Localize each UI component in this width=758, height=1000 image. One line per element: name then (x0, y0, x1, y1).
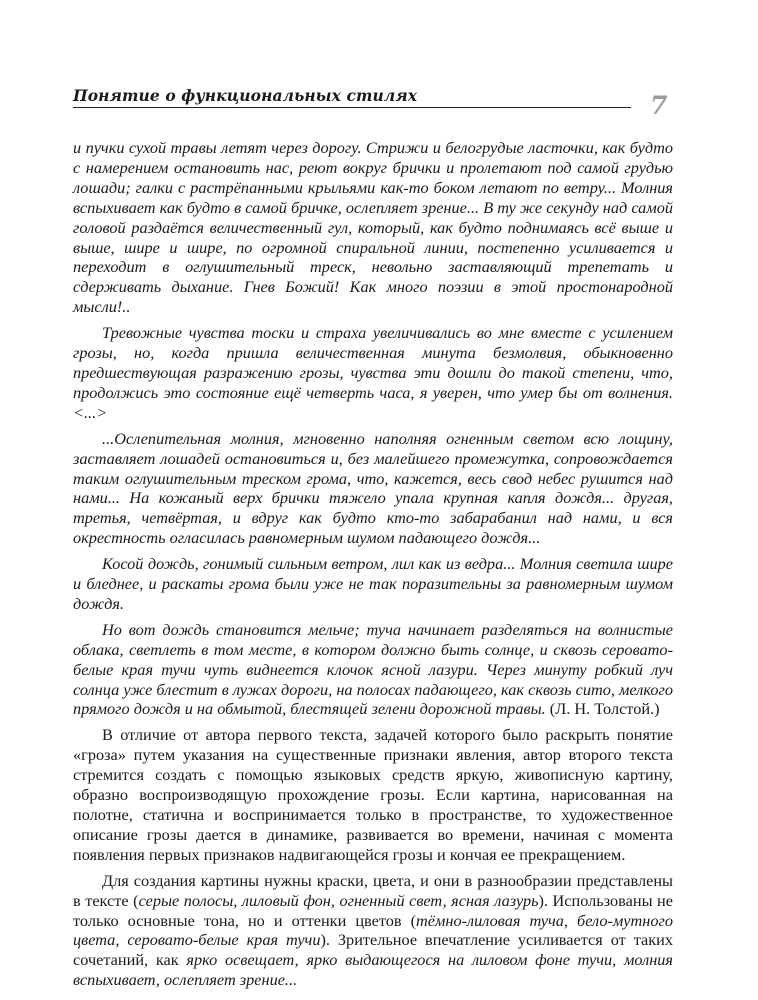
commentary-paragraph-1: В отличие от автора первого текста, задачей которого было раскрыть понятие «гроза» путем указания на существенные признаки явления, автор второго текста стремится создать с помощью языковых средств яркую, живописную картину, образно воспроизводящую прохождение грозы. Если картина, нарисованная на полотне, статична и воспринимается только в пространстве, то художественное описание грозы дается в динамике, развивается во времени, начиная с момента появления первых признаков надвигающейся грозы и кончая ее прекращением. (73, 725, 673, 864)
quote-paragraph-1: и пучки сухой травы летят через дорогу. Стрижи и белогрудые ласточки, как будто с намерением остановить нас, реют вокруг брички и пролетают под самой грудью лошади; галки с растрёпанными крыльями как-то боком летают по ветру... Молния вспыхивает как будто в самой бричке, ослепляет зрение... В ту же секунду над самой головой раздаётся величественный гул, который, как будто поднимаясь всё выше и выше, шире и шире, по огромной спиральной линии, постепенно усиливается и переходит в оглушительный треск, невольно заставляющий трепетать и сдерживать дыхание. Гнев Божий! Как много поэзии в этой простонародной мысли!.. (73, 138, 673, 317)
quote-paragraph-5 (73, 620, 673, 720)
commentary-text-c: ). Использованы не только основные тона, но и оттенки цветов ( (73, 890, 673, 930)
header-rule (73, 107, 631, 108)
quote-paragraph-3: ...Ослепительная молния, мгновенно наполняя огненным светом всю лощину, заставляет лошадей остановиться и, без малейшего промежутка, сопровождается таким оглушительным треском грома, что, кажется, весь свод небес рушится над нами... На кожаный верх брички тяжело упала крупная капля дождя... другая, третья, четвёртая, и вдруг как будто кто-то забарабанил над нами, и вся окрестность огласилась равномерным шумом падающего дождя... (73, 428, 673, 548)
commentary-italic-examples-2: тёмно-лиловая туча, бело-мутного цвета, серовато-белые края тучи (73, 910, 673, 950)
quote-paragraph-5-text: Но вот дождь становится мельче; туча начинает разделяться на волнистые облака, светлеть в том месте, в котором должно быть солнце, и сквозь серовато-белые края тучи чуть виднеется клочок ясной лазури. Через минуту робкий луч солнца уже блестит в лужах дороги, на полосах падающего, как сквозь сито, мелкого прямого дождя и на обмытой, блестящей зелени дорожной травы. (73, 619, 673, 719)
quote-paragraph-4: Косой дождь, гонимый сильным ветром, лил как из ведра... Молния светила шире и бледнее, и раскаты грома были уже не так поразительны за равномерным шумом дождя. (73, 554, 673, 613)
running-header-title: Понятие о функциональных стилях (73, 86, 418, 105)
commentary-text-e: ). Зрительное впечатление усиливается от таких сочетаний, как (73, 930, 673, 970)
commentary-text-a: Для создания картины нужны краски, цвета, и они в разнообразии представлены в тексте ( (73, 870, 673, 910)
page-body (73, 138, 673, 990)
commentary-italic-examples-3: ярко освещает, ярко выдающегося на лиловом фоне тучи, молния вспыхивает, ослепляет зрение... (73, 950, 673, 990)
quote-attribution: (Л. Н. Толстой.) (549, 699, 660, 719)
commentary-paragraph-2 (73, 871, 673, 990)
commentary-italic-examples-1: серые полосы, лиловый фон, огненный свет, ясная лазурь (138, 890, 539, 910)
page-number: 7 (650, 91, 668, 120)
quote-paragraph-2: Тревожные чувства тоски и страха увеличивались во мне вместе с усилением грозы, но, когда пришла величественная минута безмолвия, обыкновенно предшествующая разражению грозы, чувства эти дошли до такой степени, что, продолжись это состояние ещё четверть часа, я уверен, что умер бы от волнения. <...> (73, 323, 673, 422)
